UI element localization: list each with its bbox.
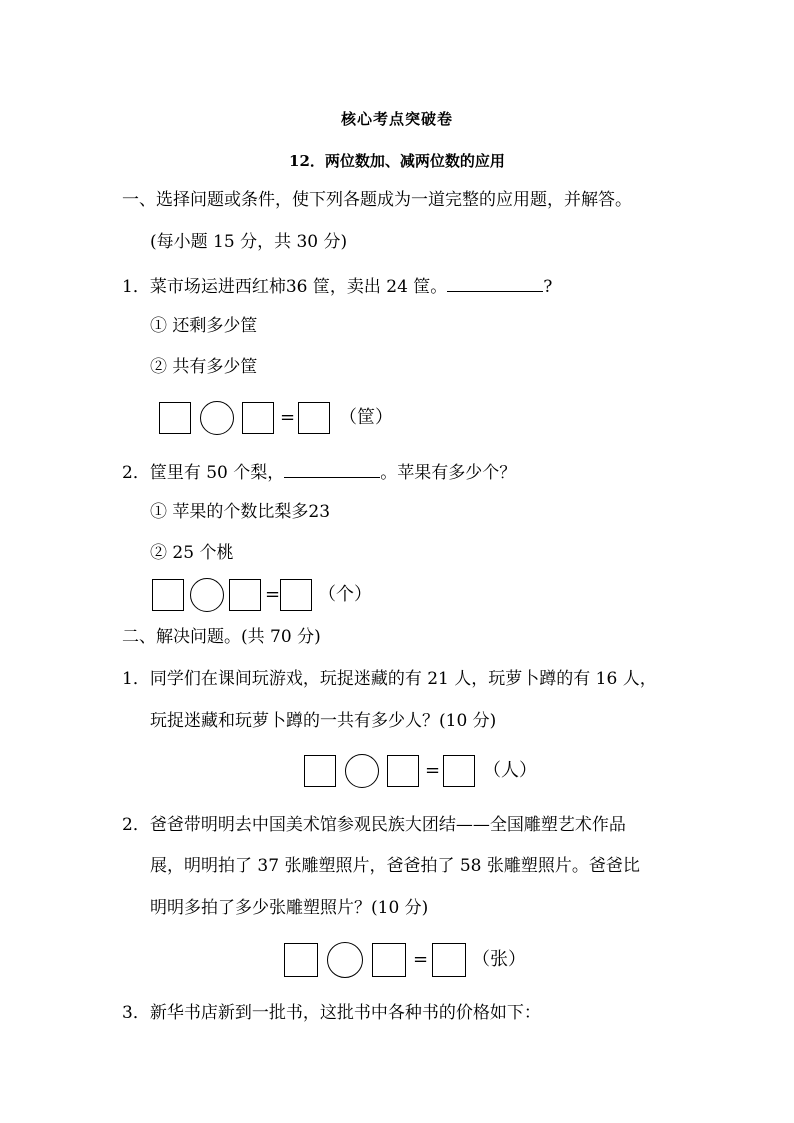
document-title: 核心考点突破卷 (340, 110, 453, 128)
p1-q1-stem-a: 1．菜市场运进西红柿36 筐，卖出 24 筐。 (122, 277, 448, 297)
unit-label: （人） (483, 760, 537, 781)
p1-q2-option-2[interactable]: ② 25 个桃 (150, 543, 234, 563)
p2-q2-line-2: 展，明明拍了 37 张雕塑照片，爸爸拍了 58 张雕塑照片。爸爸比 (150, 856, 640, 876)
p1-q1-stem (122, 273, 552, 298)
p2-q2-equation (284, 942, 544, 978)
p1-q1-option-2[interactable]: ② 共有多少筐 (150, 357, 258, 377)
p2-q2-line-1: 2．爸爸带明明去中国美术馆参观民族大团结——全国雕塑艺术作品 (122, 815, 626, 835)
answer-box[interactable] (432, 943, 466, 977)
number-box[interactable] (387, 755, 419, 787)
answer-box[interactable] (298, 402, 330, 434)
p1-q2-stem-a: 2．筐里有 50 个梨， (122, 463, 285, 483)
unit-label: （筐） (339, 407, 393, 428)
p1-q2-option-1[interactable]: ① 苹果的个数比梨多23 (150, 502, 331, 522)
p2-q1-line-2: 玩捉迷藏和玩萝卜蹲的一共有多少人？(10 分) (150, 711, 497, 731)
p1-q2-equation (152, 578, 392, 614)
p1-q1-option-1[interactable]: ① 还剩多少筐 (150, 316, 258, 336)
equals-sign: = (280, 407, 296, 428)
part1-score: (每小题 15 分，共 30 分) (150, 232, 348, 252)
number-box[interactable] (152, 579, 184, 611)
equals-sign: = (265, 584, 281, 605)
number-box[interactable] (242, 402, 274, 434)
number-box[interactable] (229, 579, 261, 611)
p1-q2-stem (122, 459, 516, 484)
p1-q2-blank[interactable] (284, 459, 380, 478)
document-subtitle: 12．两位数加、减两位数的应用 (289, 152, 505, 170)
answer-box[interactable] (443, 755, 475, 787)
equals-sign: = (413, 949, 429, 970)
operator-circle[interactable] (190, 578, 224, 612)
number-box[interactable] (372, 943, 406, 977)
operator-circle[interactable] (327, 942, 363, 978)
number-box[interactable] (304, 755, 336, 787)
unit-label: （张） (472, 949, 526, 970)
part1-heading: 一、选择问题或条件，使下列各题成为一道完整的应用题，并解答。 (122, 190, 632, 210)
p2-q1-equation (304, 754, 544, 790)
answer-box[interactable] (280, 579, 312, 611)
number-box[interactable] (159, 402, 191, 434)
equals-sign: = (425, 760, 441, 781)
p1-q1-blank[interactable] (447, 273, 543, 292)
operator-circle[interactable] (345, 754, 379, 788)
p2-q2-line-3: 明明多拍了多少张雕塑照片？(10 分) (150, 898, 429, 918)
unit-label: （个） (318, 584, 372, 605)
p1-q1-stem-b: ? (543, 277, 553, 297)
part2-heading: 二、解决问题。(共 70 分) (122, 627, 321, 647)
p2-q3-line-1: 3．新华书店新到一批书，这批书中各种书的价格如下： (122, 1003, 541, 1023)
p2-q1-line-1: 1．同学们在课间玩游戏，玩捉迷藏的有 21 人，玩萝卜蹲的有 16 人， (122, 669, 657, 689)
p1-q1-equation (159, 401, 399, 437)
operator-circle[interactable] (200, 401, 234, 435)
p1-q2-stem-b: 。苹果有多少个？ (380, 463, 517, 483)
number-box[interactable] (284, 943, 318, 977)
